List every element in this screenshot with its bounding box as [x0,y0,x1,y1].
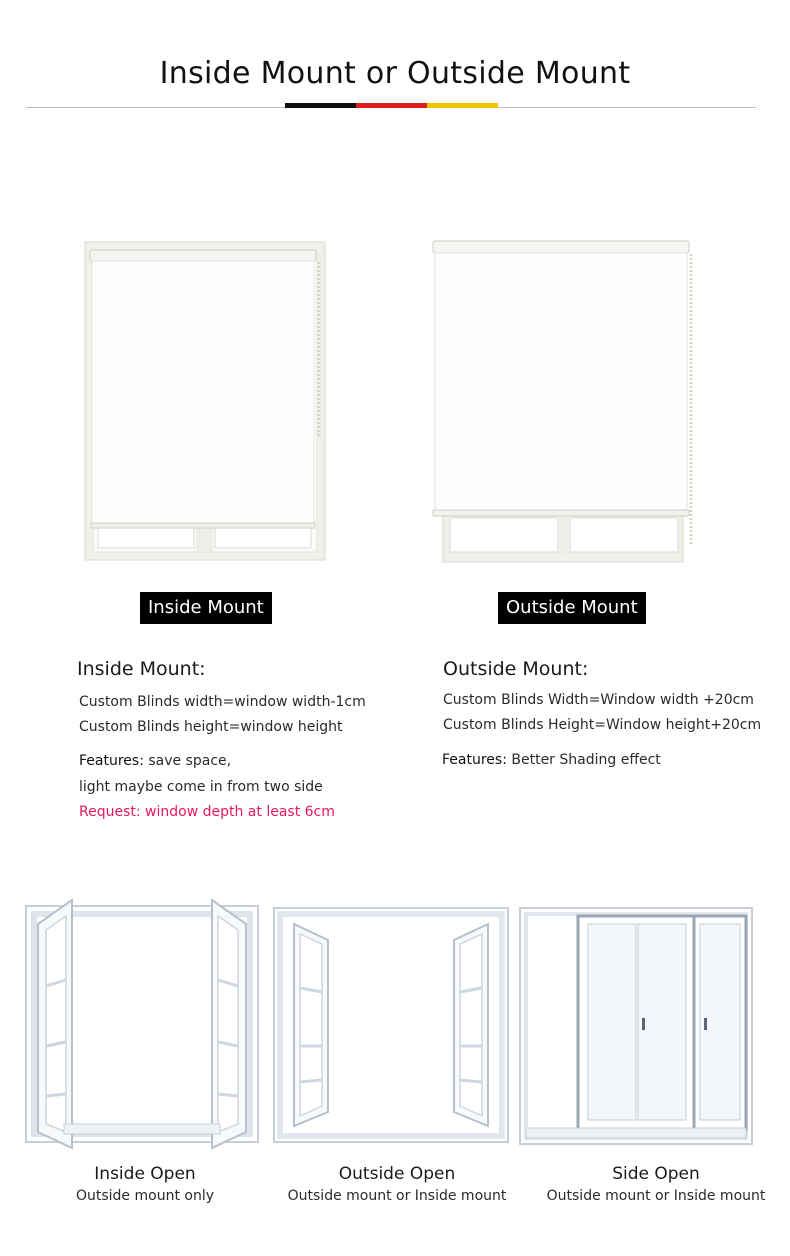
outside-mount-blind-image [430,238,696,566]
inside-request-key: Request: [79,804,141,820]
inside-request [79,804,335,820]
flag-stripe-black [285,103,356,108]
inside-features-value: save space, [143,753,232,769]
side-open-window-image [518,906,754,1146]
outside-features [442,752,661,768]
outside-width-rule: Custom Blinds Width=Window width +20cm [443,692,754,708]
outside-height-rule: Custom Blinds Height=Window height+20cm [443,717,762,733]
inside-open-subtitle: Outside mount only [75,1188,215,1204]
side-open-subtitle: Outside mount or Inside mount [546,1188,766,1204]
inside-features [79,753,231,769]
inside-open-title: Inside Open [94,1164,196,1184]
outside-open-window-image [272,906,510,1146]
inside-mount-blind-image [84,240,328,564]
inside-mount-tag: Inside Mount [140,592,272,624]
inside-width-rule: Custom Blinds width=window width-1cm [79,694,366,710]
inside-features-more: light maybe come in from two side [79,779,323,795]
inside-request-value: window depth at least 6cm [140,804,335,820]
outside-open-title: Outside Open [338,1164,456,1184]
side-open-caption [531,1164,781,1204]
inside-height-rule: Custom Blinds height=window height [79,719,343,735]
side-open-title: Side Open [612,1164,700,1184]
outside-features-key: Features: [442,752,507,768]
inside-open-window-image [24,896,260,1152]
inside-mount-heading: Inside Mount: [77,658,206,680]
inside-open-caption [20,1164,270,1204]
outside-features-value: Better Shading effect [506,752,661,768]
outside-mount-tag: Outside Mount [498,592,646,624]
outside-open-caption [272,1164,522,1204]
page-title: Inside Mount or Outside Mount [159,56,631,91]
inside-features-key: Features: [79,753,144,769]
outside-open-subtitle: Outside mount or Inside mount [287,1188,507,1204]
flag-stripe-gold [427,103,498,108]
outside-mount-heading: Outside Mount: [443,658,589,680]
flag-stripe-red [356,103,427,108]
